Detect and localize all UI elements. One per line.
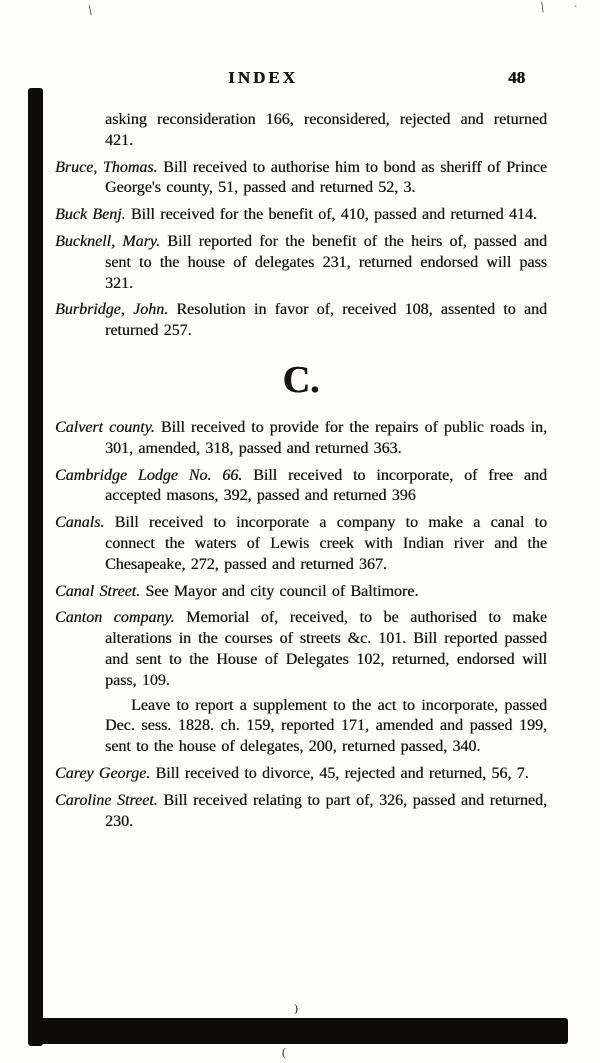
- entry-term: Burbridge, John.: [55, 301, 169, 319]
- entry-text: Memorial of, received, to be authorised to make alterations in the courses of streets &c. 101. Bill reported passed and sent to the House of Delegates 102, returned, endorsed will pass, 109.: [105, 609, 547, 689]
- scan-speck: \: [86, 2, 94, 20]
- entry-term: Buck Benj.: [55, 206, 126, 224]
- index-entry: [55, 158, 547, 200]
- continuation-entry: [55, 110, 547, 152]
- entry-text: Resolution in favor of, received 108, assented to and returned 257.: [105, 301, 547, 340]
- entry-text: asking reconsideration 166, reconsidered, rejected and returned 421.: [105, 111, 547, 149]
- index-entry: [55, 608, 547, 691]
- entry-term: Canton company.: [55, 609, 175, 627]
- entry-text: Bill received to provide for the repairs of public roads in, 301, amended, 318, passed and returned 363.: [105, 418, 548, 457]
- entry-text: See Mayor and city council of Baltimore.: [145, 582, 419, 600]
- entry-term: Cambridge Lodge No. 66.: [55, 466, 243, 484]
- index-title: INDEX: [228, 68, 298, 87]
- entry-term: Calvert county.: [55, 418, 155, 436]
- index-entry-sub-paragraph: [55, 696, 547, 758]
- page-content: [55, 68, 547, 838]
- index-entry: [55, 791, 547, 833]
- entry-text: Bill received relating to part of, 326, passed and returned, 230.: [105, 791, 547, 830]
- entry-text: Bill received to incorporate a company to make a canal to connect the waters of Lewis creek with Indian river and the Chesapeake, 272, passed and returned 367.: [105, 514, 547, 573]
- entry-text: Bill received to incorporate, of free and accepted masons, 392, passed and returned 396: [105, 466, 547, 505]
- scan-speck: (: [282, 1045, 286, 1059]
- index-entry: [55, 513, 547, 575]
- entry-text: Bill received to divorce, 45, rejected and returned, 56, 7.: [155, 764, 529, 782]
- scan-edge-left: [28, 88, 43, 1046]
- page-header: [55, 68, 547, 94]
- entry-text: Bill received for the benefit of, 410, passed and returned 414.: [130, 206, 537, 224]
- index-entry: [55, 764, 547, 785]
- entry-term: Bucknell, Mary.: [55, 232, 161, 250]
- entry-term: Caroline Street.: [55, 791, 158, 809]
- index-entry: [55, 466, 547, 508]
- page-number: 48: [508, 68, 525, 87]
- entry-term: Canals.: [55, 514, 105, 532]
- entry-term: Bruce, Thomas.: [55, 158, 158, 176]
- entry-text: Leave to report a supplement to the act to incorporate, passed Dec. sess. 1828. ch. 159, reported 171, amended and passed 199, sent to the house of delegates, 200, returned passed, 340.: [105, 696, 547, 756]
- index-entry: [55, 205, 547, 226]
- index-entry: [55, 582, 547, 603]
- entry-text: Bill received to authorise him to bond as sheriff of Prince George's county, 51, passed and returned 52, 3.: [105, 158, 547, 197]
- index-entry: [55, 418, 547, 460]
- scan-speck: \: [538, 0, 546, 17]
- entry-term: Carey George.: [55, 764, 151, 782]
- scan-speck: ): [294, 1001, 298, 1015]
- index-entry: [55, 300, 547, 342]
- section-heading-c: C.: [282, 358, 320, 401]
- entry-term: Canal Street.: [55, 582, 141, 600]
- index-entry: [55, 232, 547, 294]
- scan-speck: `: [574, 5, 578, 16]
- scan-edge-bottom: [28, 1018, 568, 1044]
- entry-text: Bill reported for the benefit of the heirs of, passed and sent to the house of delegates 231, returned endorsed will pass 321.: [105, 232, 547, 292]
